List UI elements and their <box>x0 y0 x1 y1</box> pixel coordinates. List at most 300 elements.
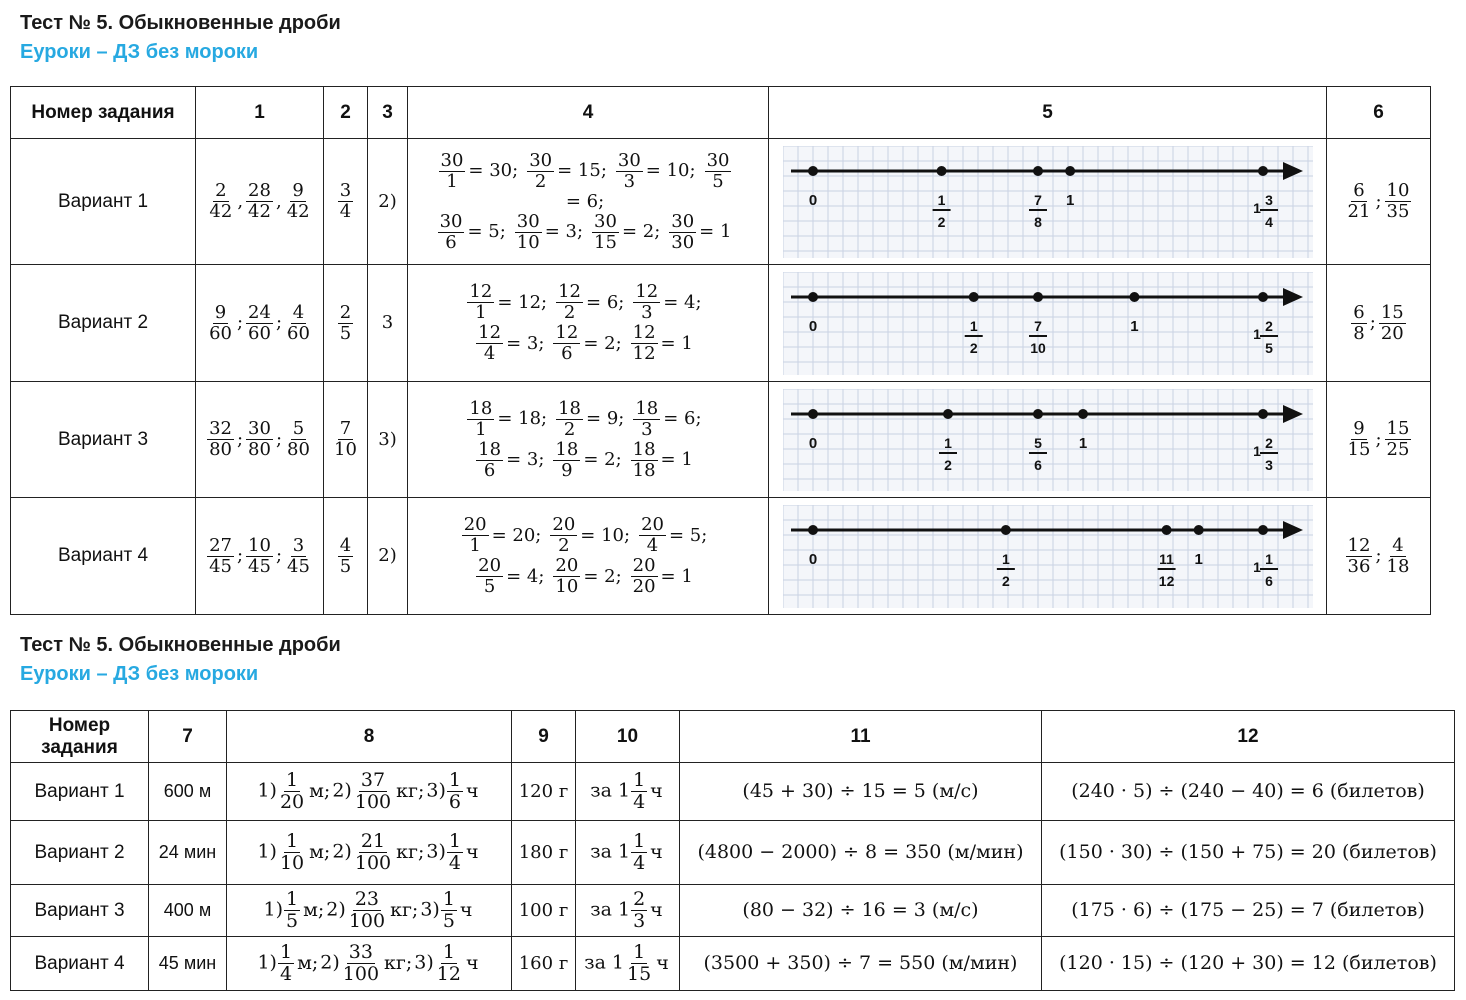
point-marker <box>1033 166 1043 176</box>
table-row <box>11 885 1455 937</box>
point-marker <box>936 166 946 176</box>
equation <box>475 557 546 596</box>
fraction <box>246 301 273 344</box>
fraction <box>207 182 234 221</box>
point-label: 7 <box>1033 191 1042 208</box>
col-header-6: 6 <box>1327 87 1431 139</box>
point-marker <box>808 292 818 302</box>
fraction <box>631 324 658 363</box>
fraction <box>207 534 234 577</box>
point-marker <box>1129 292 1139 302</box>
denominator: 10 <box>334 439 357 460</box>
equation <box>514 210 585 253</box>
denominator: 45 <box>248 555 271 577</box>
task11-cell: (4800 − 2000) ÷ 8 = 350 (м/мин) <box>680 821 1042 885</box>
point-label: 1 <box>1078 434 1087 452</box>
denominator: 35 <box>1386 201 1410 222</box>
numerator: 30 <box>617 149 641 171</box>
task11-cell: (80 − 32) ÷ 16 = 3 (м/с) <box>680 885 1042 937</box>
numerator: 12 <box>478 322 502 343</box>
numerator: 20 <box>463 514 487 535</box>
task7-cell: 400 м <box>149 885 227 937</box>
table-row <box>11 498 1431 615</box>
separator: ; <box>236 545 244 566</box>
denominator: 4 <box>339 201 352 222</box>
fraction <box>1385 420 1412 459</box>
task5-cell <box>769 498 1327 615</box>
col-header-10: 10 <box>576 711 680 763</box>
task2-cell <box>324 498 368 615</box>
task1-cell <box>196 382 324 498</box>
prefix: за 1 <box>584 951 625 974</box>
numerator: 1 <box>279 941 293 963</box>
numerator: 30 <box>439 210 463 232</box>
point-label: 1 <box>1264 550 1273 567</box>
number-line <box>783 146 1313 258</box>
equation <box>475 438 546 481</box>
numerator: 9 <box>1353 418 1365 439</box>
item-number: 1) <box>257 840 277 863</box>
unit: кг; <box>396 840 425 863</box>
numerator: 2 <box>633 888 646 910</box>
fraction <box>467 283 494 322</box>
col-header-3: 3 <box>368 87 408 139</box>
header-top <box>20 12 341 64</box>
denominator: 42 <box>209 201 233 222</box>
table-row <box>11 265 1431 382</box>
task2-cell <box>324 382 368 498</box>
task8-cell <box>227 763 512 821</box>
task12-cell: (240 · 5) ÷ (240 − 40) = 6 (билетов) <box>1042 763 1455 821</box>
numerator: 6 <box>1353 180 1365 201</box>
separator: ; <box>1369 312 1376 333</box>
numerator: 10 <box>248 534 271 556</box>
fraction <box>278 832 306 873</box>
point-label: 2 <box>937 213 945 230</box>
fraction <box>341 943 381 984</box>
point-label: 6 <box>1264 572 1273 589</box>
item-number: 2) <box>332 840 352 863</box>
equation <box>552 557 623 596</box>
fraction <box>447 832 463 873</box>
fraction <box>631 438 658 481</box>
page-subtitle-2: Еуроки – ДЗ без мороки <box>20 663 259 685</box>
point-label: 2 <box>1264 317 1273 334</box>
task3-cell: 2) <box>368 139 408 265</box>
equation-result: = 20; <box>491 524 542 546</box>
table-row <box>11 937 1455 991</box>
unit: ч <box>650 898 663 921</box>
numerator: 4 <box>339 534 352 556</box>
denominator: 36 <box>1347 555 1371 577</box>
unit: ч <box>650 840 663 863</box>
denominator: 1 <box>446 170 458 192</box>
point-marker <box>1258 409 1268 419</box>
point-label: 0 <box>808 317 817 335</box>
item-number: 1) <box>257 951 277 974</box>
task2-cell <box>324 139 368 265</box>
fraction <box>285 182 312 221</box>
equation-line <box>564 190 612 212</box>
equation-result: = 3; <box>506 449 545 470</box>
numerator: 21 <box>360 830 386 852</box>
point-label: 8 <box>1033 213 1042 230</box>
numerator: 9 <box>214 301 227 323</box>
point-marker <box>1032 409 1042 419</box>
numerator: 20 <box>632 555 656 576</box>
unit: м; <box>309 779 331 802</box>
denominator: 45 <box>209 555 232 577</box>
point-label: 1 <box>1194 550 1203 568</box>
fraction <box>332 420 359 459</box>
denominator: 2 <box>563 302 576 323</box>
equation-result: = 6; <box>586 291 625 313</box>
task5-cell <box>769 139 1327 265</box>
variant-cell: Вариант 2 <box>11 265 196 382</box>
number-line <box>783 272 1313 375</box>
task3-cell: 3) <box>368 382 408 498</box>
numerator: 12 <box>558 281 582 302</box>
denominator: 20 <box>1380 322 1404 344</box>
numerator: 30 <box>516 210 540 232</box>
task5-cell <box>769 265 1327 382</box>
task9-cell: 120 г <box>512 763 576 821</box>
task6-cell <box>1327 139 1431 265</box>
point-marker <box>808 525 818 535</box>
denominator: 6 <box>483 459 496 481</box>
fraction <box>705 149 732 192</box>
denominator: 100 <box>354 852 392 874</box>
task6-cell <box>1327 265 1431 382</box>
numerator: 6 <box>1353 301 1365 323</box>
numerator: 20 <box>552 514 576 535</box>
point-label: 2 <box>943 456 952 473</box>
equation <box>615 149 698 192</box>
denominator: 100 <box>348 910 386 932</box>
fraction <box>439 149 466 192</box>
fraction <box>669 210 696 253</box>
numerator: 18 <box>635 397 659 419</box>
unit: ч <box>656 951 669 974</box>
point-label: 1 <box>943 434 952 451</box>
unit: кг; <box>384 951 413 974</box>
table1-header-row <box>11 87 1431 139</box>
point-label: 6 <box>1033 456 1042 473</box>
equation <box>555 397 626 440</box>
separator: ; <box>1375 545 1382 566</box>
denominator: 1 <box>475 302 487 323</box>
numerator: 3 <box>292 534 305 556</box>
equation <box>555 283 626 322</box>
fraction <box>353 832 393 873</box>
point-marker <box>1000 525 1010 535</box>
col-header-4: 4 <box>408 87 769 139</box>
equation-line <box>461 516 716 555</box>
task10-cell <box>576 821 680 885</box>
fraction <box>347 890 387 931</box>
separator: , <box>275 190 282 212</box>
denominator: 5 <box>442 910 455 932</box>
denominator: 5 <box>339 322 352 344</box>
numerator: 32 <box>209 418 232 439</box>
numerator: 1 <box>286 830 299 852</box>
equation <box>466 283 549 322</box>
numerator: 1 <box>286 769 299 791</box>
equations <box>408 516 768 596</box>
point-marker <box>1161 525 1171 535</box>
fraction <box>553 324 580 363</box>
fraction <box>639 516 666 555</box>
task6-cell <box>1327 382 1431 498</box>
task9-cell: 180 г <box>512 821 576 885</box>
equation <box>630 557 695 596</box>
equation <box>461 516 544 555</box>
numerator: 23 <box>354 888 380 910</box>
fraction <box>625 943 653 984</box>
denominator: 6 <box>448 791 461 813</box>
point-marker <box>1033 292 1043 302</box>
point-label: 1 <box>1252 442 1261 459</box>
denominator: 12 <box>436 963 461 985</box>
numerator: 12 <box>469 281 493 302</box>
fraction <box>553 557 580 596</box>
fraction <box>467 397 494 440</box>
answers-table-2 <box>10 710 1455 991</box>
denominator: 4 <box>633 852 646 874</box>
point-marker <box>1065 166 1075 176</box>
point-label: 5 <box>1264 339 1273 356</box>
equation <box>526 149 609 192</box>
denominator: 4 <box>279 963 293 985</box>
task1-cell <box>196 498 324 615</box>
fraction <box>207 420 234 459</box>
point-label: 12 <box>1158 572 1174 589</box>
numerator: 1 <box>633 769 646 791</box>
fraction <box>338 301 353 344</box>
fraction <box>284 890 300 931</box>
separator: ; <box>275 428 283 450</box>
fraction <box>278 943 294 984</box>
point-label: 5 <box>1033 434 1042 451</box>
numerator: 30 <box>529 149 553 171</box>
task10-cell <box>576 763 680 821</box>
fraction <box>476 324 503 363</box>
task6-cell <box>1327 498 1431 615</box>
col-header-12: 12 <box>1042 711 1455 763</box>
numerator: 30 <box>248 418 271 439</box>
point-marker <box>1258 525 1268 535</box>
point-label: 2 <box>1001 572 1010 589</box>
task10-cell <box>576 937 680 991</box>
variant-cell: Вариант 3 <box>11 382 196 498</box>
equation-line <box>475 557 701 596</box>
denominator: 60 <box>248 322 271 344</box>
col-header-5: 5 <box>769 87 1327 139</box>
fraction <box>550 516 577 555</box>
numerator: 20 <box>555 555 579 576</box>
task8-cell <box>227 885 512 937</box>
task9-cell: 100 г <box>512 885 576 937</box>
numerator: 18 <box>632 438 656 460</box>
point-label: 1 <box>1065 191 1074 209</box>
numerator: 30 <box>440 149 464 171</box>
equations <box>408 283 768 363</box>
point-label: 1 <box>969 317 978 334</box>
point-marker <box>1258 292 1268 302</box>
numerator: 20 <box>478 555 502 576</box>
task4-cell <box>408 265 769 382</box>
equation-line <box>466 397 709 440</box>
denominator: 18 <box>1386 555 1410 577</box>
denominator: 12 <box>632 343 656 364</box>
equation-line <box>438 149 739 192</box>
denominator: 10 <box>516 231 540 253</box>
equation-result: = 2; <box>583 449 622 470</box>
point-label: 1 <box>1252 199 1261 216</box>
prefix: за 1 <box>590 840 631 863</box>
numerator: 30 <box>706 149 730 171</box>
item-number: 2) <box>326 898 346 921</box>
denominator: 21 <box>1347 201 1371 222</box>
denominator: 10 <box>279 852 305 874</box>
denominator: 5 <box>286 910 299 932</box>
page-title-2: Тест № 5. Обыкновенные дроби <box>20 634 341 656</box>
equation <box>466 397 549 440</box>
denominator: 1 <box>469 535 481 556</box>
item-number: 2) <box>332 779 352 802</box>
equation-result: = 6; <box>565 190 605 212</box>
item-number: 3) <box>420 898 440 921</box>
numerator: 12 <box>632 322 656 343</box>
unit: кг; <box>390 898 419 921</box>
denominator: 4 <box>633 791 646 813</box>
denominator: 5 <box>712 170 724 192</box>
equation <box>549 516 632 555</box>
equation-line <box>475 324 701 363</box>
numerator: 7 <box>339 418 352 439</box>
table-row <box>11 821 1455 885</box>
equation-result: = 5; <box>467 221 506 242</box>
task3-cell: 3 <box>368 265 408 382</box>
separator: ; <box>275 545 283 566</box>
fraction <box>527 149 554 192</box>
numerator: 1 <box>442 888 455 910</box>
point-label: 3 <box>1264 191 1273 208</box>
fraction <box>1346 182 1373 221</box>
numerator: 37 <box>360 769 386 791</box>
fraction <box>1346 420 1373 459</box>
col-header-8: 8 <box>227 711 512 763</box>
fraction <box>246 534 273 577</box>
equation-result: = 1 <box>699 221 732 242</box>
point-marker <box>1193 525 1203 535</box>
task4-cell <box>408 498 769 615</box>
numerator: 9 <box>292 180 304 201</box>
fraction <box>285 301 312 344</box>
point-label: 1 <box>937 191 945 208</box>
fraction <box>1379 301 1406 344</box>
equation <box>668 210 733 253</box>
numerator: 1 <box>448 830 461 852</box>
equation-result: = 30; <box>468 160 519 181</box>
equations <box>408 397 768 481</box>
equation-result: = 1 <box>660 332 693 354</box>
equation <box>552 324 623 363</box>
equation <box>632 397 703 440</box>
col-header-7: 7 <box>149 711 227 763</box>
fraction <box>338 182 353 221</box>
numerator: 2 <box>215 180 227 201</box>
denominator: 25 <box>1386 439 1410 460</box>
numerator: 18 <box>478 438 502 460</box>
table-row <box>11 382 1431 498</box>
fraction <box>441 890 457 931</box>
point-label: 1 <box>1001 550 1010 567</box>
task7-cell: 600 м <box>149 763 227 821</box>
numerator: 1 <box>633 830 646 852</box>
denominator: 100 <box>342 963 380 985</box>
variant-cell: Вариант 1 <box>11 763 149 821</box>
task2-cell <box>324 265 368 382</box>
variant-cell: Вариант 1 <box>11 139 196 265</box>
denominator: 5 <box>339 555 352 577</box>
col-header-2: 2 <box>324 87 368 139</box>
point-label: 0 <box>808 550 817 568</box>
equation-result: = 1 <box>660 565 693 587</box>
separator: ; <box>275 312 283 333</box>
fraction <box>631 771 647 812</box>
equation-result: = 18; <box>497 408 548 429</box>
task12-cell: (175 · 6) ÷ (175 − 25) = 7 (билетов) <box>1042 885 1455 937</box>
task4-cell <box>408 382 769 498</box>
table-row <box>11 139 1431 265</box>
variant-cell: Вариант 3 <box>11 885 149 937</box>
equation <box>630 324 695 363</box>
numerator: 1 <box>633 941 646 963</box>
task9-cell: 160 г <box>512 937 576 991</box>
separator: ; <box>1375 190 1382 212</box>
point-label: 11 <box>1158 550 1174 567</box>
numerator: 4 <box>292 301 305 323</box>
equation <box>437 210 508 253</box>
task8-cell <box>227 937 512 991</box>
denominator: 3 <box>641 302 653 323</box>
equation-result: = 6; <box>663 408 702 429</box>
point-label: 10 <box>1029 339 1046 356</box>
equation-line <box>475 438 701 481</box>
numerator: 18 <box>558 397 582 419</box>
denominator: 6 <box>445 231 457 253</box>
number-line <box>783 389 1313 491</box>
denominator: 80 <box>287 439 310 460</box>
unit: м; <box>303 898 325 921</box>
numerator: 4 <box>1392 534 1404 556</box>
numerator: 12 <box>635 281 659 302</box>
denominator: 10 <box>555 576 579 597</box>
unit: м; <box>297 951 319 974</box>
denominator: 45 <box>287 555 310 577</box>
numerator: 18 <box>555 438 579 460</box>
variant-cell: Вариант 4 <box>11 937 149 991</box>
fraction <box>592 210 619 253</box>
equation-line <box>466 283 709 322</box>
task11-cell: (3500 + 350) ÷ 7 = 550 (м/мин) <box>680 937 1042 991</box>
equation-result: = 2; <box>583 332 622 354</box>
equation-result: = 3; <box>544 221 584 242</box>
denominator: 8 <box>1353 322 1365 344</box>
item-number: 3) <box>426 779 446 802</box>
header-bottom <box>20 634 341 686</box>
